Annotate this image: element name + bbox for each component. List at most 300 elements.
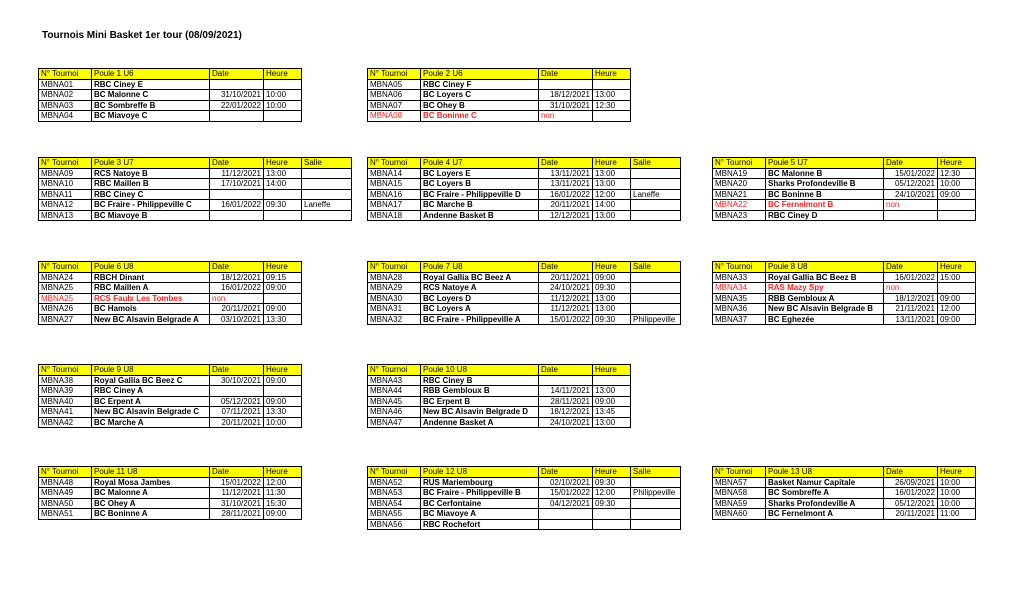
table-row [368, 283, 681, 294]
cell-team: BC Loyers B [421, 179, 539, 190]
table-row [368, 417, 631, 428]
cell-date: non [210, 293, 264, 304]
cell-time: 09:30 [264, 200, 302, 211]
column-header-salle: Salle [631, 158, 681, 169]
cell-team: BC Ohey B [421, 100, 539, 111]
cell-salle: Laneffe [302, 200, 352, 211]
table-row [39, 498, 302, 509]
table-row [39, 375, 302, 386]
cell-salle: Philippeville [631, 314, 681, 325]
cell-team: BC Hamois [92, 304, 210, 315]
cell-date: 15/01/2022 [210, 477, 264, 488]
table-row [368, 396, 631, 407]
cell-team: BC Erpent A [92, 396, 210, 407]
cell-date: 11/12/2021 [539, 304, 593, 315]
column-header-id: N° Tournoi [39, 158, 92, 169]
cell-id: MBNA14 [368, 168, 421, 179]
cell-team: RAS Mazy Spy [766, 283, 884, 294]
pool-header-row [39, 158, 352, 169]
cell-team: BC Fernelmont B [766, 200, 884, 211]
cell-team: BC Loyers C [421, 90, 539, 101]
table-row [39, 396, 302, 407]
table-row [713, 304, 976, 315]
column-header-team: Poule 12 U8 [421, 467, 539, 478]
column-header-date: Date [210, 467, 264, 478]
cell-date: 17/10/2021 [210, 179, 264, 190]
column-header-team: Poule 1 U6 [92, 69, 210, 80]
cell-time [593, 519, 631, 530]
cell-id: MBNA60 [713, 509, 766, 520]
cell-date: 15/01/2022 [884, 168, 938, 179]
cell-date: 28/11/2021 [210, 509, 264, 520]
cell-date [539, 79, 593, 90]
cell-time: 09:00 [593, 272, 631, 283]
cell-id: MBNA33 [713, 272, 766, 283]
cell-time: 09:00 [938, 314, 976, 325]
cell-id: MBNA45 [368, 396, 421, 407]
cell-team: RCS Faulx Les Tombes [92, 293, 210, 304]
pool-table [38, 364, 302, 428]
cell-id: MBNA57 [713, 477, 766, 488]
cell-id: MBNA09 [39, 168, 92, 179]
cell-id: MBNA22 [713, 200, 766, 211]
cell-time: 09:00 [264, 375, 302, 386]
column-header-date: Date [210, 365, 264, 376]
cell-id: MBNA28 [368, 272, 421, 283]
cell-id: MBNA04 [39, 111, 92, 122]
cell-id: MBNA49 [39, 488, 92, 499]
cell-time [593, 375, 631, 386]
pool-header-row [39, 467, 302, 478]
cell-time: 12:00 [264, 477, 302, 488]
pool-table [38, 68, 302, 122]
cell-team: BC Malonne A [92, 488, 210, 499]
pool-header-row [368, 158, 681, 169]
cell-id: MBNA10 [39, 179, 92, 190]
column-header-team: Poule 7 U8 [421, 262, 539, 273]
cell-date: 13/11/2021 [539, 179, 593, 190]
table-row [39, 417, 302, 428]
cell-id: MBNA05 [368, 79, 421, 90]
cell-team: RUS Mariembourg [421, 477, 539, 488]
cell-time: 13:45 [593, 407, 631, 418]
cell-team: New BC Alsavin Belgrade A [92, 314, 210, 325]
table-row [713, 293, 976, 304]
column-header-id: N° Tournoi [368, 69, 421, 80]
cell-team: Sharks Profondeville A [766, 498, 884, 509]
cell-team: Royal Gallia BC Beez A [421, 272, 539, 283]
cell-id: MBNA47 [368, 417, 421, 428]
cell-time: 13:30 [264, 314, 302, 325]
pool-table [367, 157, 681, 221]
cell-team: BC Loyers D [421, 293, 539, 304]
cell-id: MBNA34 [713, 283, 766, 294]
cell-time: 10:00 [938, 477, 976, 488]
cell-date: 05/12/2021 [884, 498, 938, 509]
table-row [39, 111, 302, 122]
table-row [39, 509, 302, 520]
cell-id: MBNA23 [713, 210, 766, 221]
cell-team: BC Loyers A [421, 304, 539, 315]
cell-team: BC Fraire - Philippeville C [92, 200, 210, 211]
cell-id: MBNA15 [368, 179, 421, 190]
cell-id: MBNA08 [368, 111, 421, 122]
cell-time: 10:00 [264, 417, 302, 428]
column-header-time: Heure [593, 158, 631, 169]
column-header-team: Poule 3 U7 [92, 158, 210, 169]
cell-date: 02/10/2021 [539, 477, 593, 488]
cell-date [210, 79, 264, 90]
cell-date: 13/11/2021 [884, 314, 938, 325]
table-row [39, 168, 352, 179]
table-row [713, 509, 976, 520]
cell-date: 24/10/2021 [539, 283, 593, 294]
cell-salle: Philippeville [631, 488, 681, 499]
cell-date: 16/01/2022 [884, 488, 938, 499]
cell-team: Basket Namur Capitale [766, 477, 884, 488]
cell-team: Andenne Basket A [421, 417, 539, 428]
cell-time: 09:00 [593, 396, 631, 407]
column-header-team: Poule 2 U6 [421, 69, 539, 80]
cell-time: 12:00 [938, 304, 976, 315]
cell-team: BC Fernelmont A [766, 509, 884, 520]
cell-team: RBC Ciney E [92, 79, 210, 90]
cell-team: BC Loyers E [421, 168, 539, 179]
cell-date: 22/01/2022 [210, 100, 264, 111]
cell-id: MBNA25 [39, 283, 92, 294]
cell-salle [631, 200, 681, 211]
column-header-salle: Salle [631, 262, 681, 273]
cell-team: Royal Mosa Jambes [92, 477, 210, 488]
cell-id: MBNA27 [39, 314, 92, 325]
column-header-date: Date [539, 69, 593, 80]
cell-time [264, 189, 302, 200]
cell-time [938, 283, 976, 294]
cell-date [210, 210, 264, 221]
cell-team: BC Miavoye C [92, 111, 210, 122]
cell-id: MBNA59 [713, 498, 766, 509]
cell-salle [631, 168, 681, 179]
cell-time: 15:00 [938, 272, 976, 283]
cell-id: MBNA58 [713, 488, 766, 499]
cell-time [593, 111, 631, 122]
cell-time: 09:30 [593, 498, 631, 509]
cell-date: 31/10/2021 [210, 90, 264, 101]
column-header-team: Poule 11 U8 [92, 467, 210, 478]
pool-table [367, 364, 631, 428]
cell-date [539, 375, 593, 386]
cell-date: 21/11/2021 [884, 304, 938, 315]
table-row [713, 189, 976, 200]
table-row [713, 283, 976, 294]
cell-id: MBNA26 [39, 304, 92, 315]
pool-header-row [368, 467, 681, 478]
cell-date: 16/01/2022 [210, 200, 264, 211]
cell-team: RBC Ciney F [421, 79, 539, 90]
cell-team: BC Malonne B [766, 168, 884, 179]
cell-salle [302, 179, 352, 190]
table-row [368, 90, 631, 101]
cell-id: MBNA51 [39, 509, 92, 520]
column-header-date: Date [539, 158, 593, 169]
cell-time: 13:00 [593, 386, 631, 397]
table-row [713, 477, 976, 488]
cell-time [264, 79, 302, 90]
cell-time: 09:30 [593, 283, 631, 294]
cell-date: 20/11/2021 [210, 417, 264, 428]
pool-header-row [368, 69, 631, 80]
cell-id: MBNA06 [368, 90, 421, 101]
column-header-id: N° Tournoi [713, 467, 766, 478]
cell-id: MBNA12 [39, 200, 92, 211]
cell-team: RBC Maillen A [92, 283, 210, 294]
cell-time: 10:00 [938, 498, 976, 509]
table-row [368, 477, 681, 488]
cell-time: 09:00 [938, 293, 976, 304]
cell-date: non [539, 111, 593, 122]
cell-date: 07/11/2021 [210, 407, 264, 418]
column-header-id: N° Tournoi [368, 262, 421, 273]
cell-time: 09:00 [264, 304, 302, 315]
table-row [368, 210, 681, 221]
cell-id: MBNA52 [368, 477, 421, 488]
table-row [39, 488, 302, 499]
cell-time [264, 293, 302, 304]
cell-team: BC Miavoye B [92, 210, 210, 221]
cell-team: RBB Gembloux B [421, 386, 539, 397]
cell-id: MBNA50 [39, 498, 92, 509]
cell-time: 10:00 [264, 90, 302, 101]
table-row [39, 283, 302, 294]
cell-team: BC Erpent B [421, 396, 539, 407]
cell-team: Andenne Basket B [421, 210, 539, 221]
cell-team: New BC Alsavin Belgrade B [766, 304, 884, 315]
pool-header-row [713, 262, 976, 273]
column-header-time: Heure [264, 69, 302, 80]
column-header-time: Heure [264, 467, 302, 478]
cell-team: BC Marche A [92, 417, 210, 428]
cell-id: MBNA53 [368, 488, 421, 499]
cell-id: MBNA07 [368, 100, 421, 111]
column-header-id: N° Tournoi [39, 467, 92, 478]
cell-id: MBNA38 [39, 375, 92, 386]
table-row [713, 272, 976, 283]
cell-id: MBNA24 [39, 272, 92, 283]
cell-date: 20/11/2021 [210, 304, 264, 315]
cell-date: 31/10/2021 [539, 100, 593, 111]
column-header-date: Date [210, 262, 264, 273]
cell-team: BC Marche B [421, 200, 539, 211]
cell-id: MBNA13 [39, 210, 92, 221]
cell-id: MBNA16 [368, 189, 421, 200]
table-row [39, 79, 302, 90]
table-row [39, 100, 302, 111]
cell-date: 20/11/2021 [539, 272, 593, 283]
column-header-team: Poule 5 U7 [766, 158, 884, 169]
cell-time: 09:00 [264, 509, 302, 520]
cell-team: RCS Natoye B [92, 168, 210, 179]
table-row [713, 200, 976, 211]
cell-id: MBNA20 [713, 179, 766, 190]
cell-team: BC Boninne B [766, 189, 884, 200]
cell-time: 13:00 [593, 168, 631, 179]
cell-date: 31/10/2021 [210, 498, 264, 509]
cell-team: RCS Natoye A [421, 283, 539, 294]
cell-team: RBC Ciney B [421, 375, 539, 386]
column-header-team: Poule 13 U8 [766, 467, 884, 478]
cell-id: MBNA02 [39, 90, 92, 101]
cell-salle [631, 210, 681, 221]
cell-salle [631, 283, 681, 294]
table-row [368, 100, 631, 111]
cell-salle [631, 293, 681, 304]
cell-time: 11:30 [264, 488, 302, 499]
column-header-date: Date [884, 467, 938, 478]
pool-header-row [713, 467, 976, 478]
cell-time [938, 210, 976, 221]
cell-team: BC Boninne A [92, 509, 210, 520]
column-header-id: N° Tournoi [39, 365, 92, 376]
table-row [713, 488, 976, 499]
cell-team: RBC Ciney C [92, 189, 210, 200]
cell-time: 09:00 [264, 283, 302, 294]
cell-id: MBNA17 [368, 200, 421, 211]
table-row [368, 179, 681, 190]
cell-time [593, 509, 631, 520]
table-row [368, 272, 681, 283]
column-header-time: Heure [264, 262, 302, 273]
cell-team: RBC Maillen B [92, 179, 210, 190]
table-row [368, 498, 681, 509]
cell-date: 24/10/2021 [539, 417, 593, 428]
cell-team: BC Fraire - Philippeville A [421, 314, 539, 325]
column-header-id: N° Tournoi [368, 467, 421, 478]
pool-header-row [39, 69, 302, 80]
table-row [368, 488, 681, 499]
cell-id: MBNA19 [713, 168, 766, 179]
table-row [368, 509, 681, 520]
cell-id: MBNA37 [713, 314, 766, 325]
table-row [368, 293, 681, 304]
column-header-time: Heure [593, 365, 631, 376]
pool-header-row [368, 262, 681, 273]
cell-time: 10:00 [938, 488, 976, 499]
cell-date: 20/11/2021 [884, 509, 938, 520]
table-row [368, 314, 681, 325]
cell-time: 13:00 [593, 90, 631, 101]
pool-table [367, 466, 681, 530]
cell-id: MBNA01 [39, 79, 92, 90]
cell-team: RBC Rochefort [421, 519, 539, 530]
cell-time [264, 386, 302, 397]
cell-salle [302, 189, 352, 200]
table-row [39, 314, 302, 325]
cell-time: 12:30 [593, 100, 631, 111]
cell-time: 10:00 [938, 179, 976, 190]
cell-time: 13:00 [593, 210, 631, 221]
column-header-time: Heure [938, 262, 976, 273]
cell-time: 10:00 [264, 100, 302, 111]
cell-time: 12:00 [593, 488, 631, 499]
cell-id: MBNA55 [368, 509, 421, 520]
cell-time: 09:00 [938, 189, 976, 200]
cell-date [210, 111, 264, 122]
column-header-date: Date [884, 262, 938, 273]
cell-team: RBB Gembloux A [766, 293, 884, 304]
cell-date [539, 509, 593, 520]
cell-id: MBNA43 [368, 375, 421, 386]
cell-team: RBC Ciney D [766, 210, 884, 221]
column-header-team: Poule 8 U8 [766, 262, 884, 273]
cell-id: MBNA30 [368, 293, 421, 304]
cell-date: 14/11/2021 [539, 386, 593, 397]
cell-date [539, 519, 593, 530]
cell-time: 14:00 [264, 179, 302, 190]
cell-id: MBNA18 [368, 210, 421, 221]
cell-time: 09:30 [593, 477, 631, 488]
cell-date: 16/01/2022 [210, 283, 264, 294]
cell-time: 14:00 [593, 200, 631, 211]
column-header-team: Poule 6 U8 [92, 262, 210, 273]
pool-table [712, 466, 976, 520]
column-header-id: N° Tournoi [39, 262, 92, 273]
cell-id: MBNA42 [39, 417, 92, 428]
cell-date: 24/10/2021 [884, 189, 938, 200]
cell-date: 04/12/2021 [539, 498, 593, 509]
cell-time: 09:15 [264, 272, 302, 283]
cell-salle [631, 272, 681, 283]
column-header-time: Heure [938, 467, 976, 478]
cell-id: MBNA48 [39, 477, 92, 488]
cell-date: 20/11/2021 [539, 200, 593, 211]
pool-table [712, 157, 976, 221]
column-header-time: Heure [264, 158, 302, 169]
table-row [39, 386, 302, 397]
column-header-time: Heure [593, 69, 631, 80]
cell-id: MBNA46 [368, 407, 421, 418]
cell-team: BC Boninne C [421, 111, 539, 122]
table-row [39, 90, 302, 101]
cell-team: BC Ohey A [92, 498, 210, 509]
cell-salle [631, 498, 681, 509]
cell-date: non [884, 200, 938, 211]
cell-salle [631, 519, 681, 530]
column-header-id: N° Tournoi [713, 262, 766, 273]
cell-date: 18/12/2021 [210, 272, 264, 283]
cell-date: 03/10/2021 [210, 314, 264, 325]
cell-date: 11/12/2021 [210, 168, 264, 179]
pool-table [367, 261, 681, 325]
table-row [368, 189, 681, 200]
cell-date: 30/10/2021 [210, 375, 264, 386]
page-title: Tournois Mini Basket 1er tour (08/09/2021) [42, 30, 242, 41]
cell-team: BC Cerfontaine [421, 498, 539, 509]
cell-team: New BC Alsavin Belgrade C [92, 407, 210, 418]
cell-team: BC Sombreffe A [766, 488, 884, 499]
pool-header-row [713, 158, 976, 169]
table-row [39, 189, 352, 200]
table-row [368, 79, 631, 90]
table-row [368, 519, 681, 530]
column-header-date: Date [210, 69, 264, 80]
pool-table [38, 261, 302, 325]
table-row [39, 477, 302, 488]
cell-id: MBNA29 [368, 283, 421, 294]
table-row [368, 304, 681, 315]
cell-team: New BC Alsavin Belgrade D [421, 407, 539, 418]
column-header-time: Heure [593, 467, 631, 478]
column-header-date: Date [884, 158, 938, 169]
